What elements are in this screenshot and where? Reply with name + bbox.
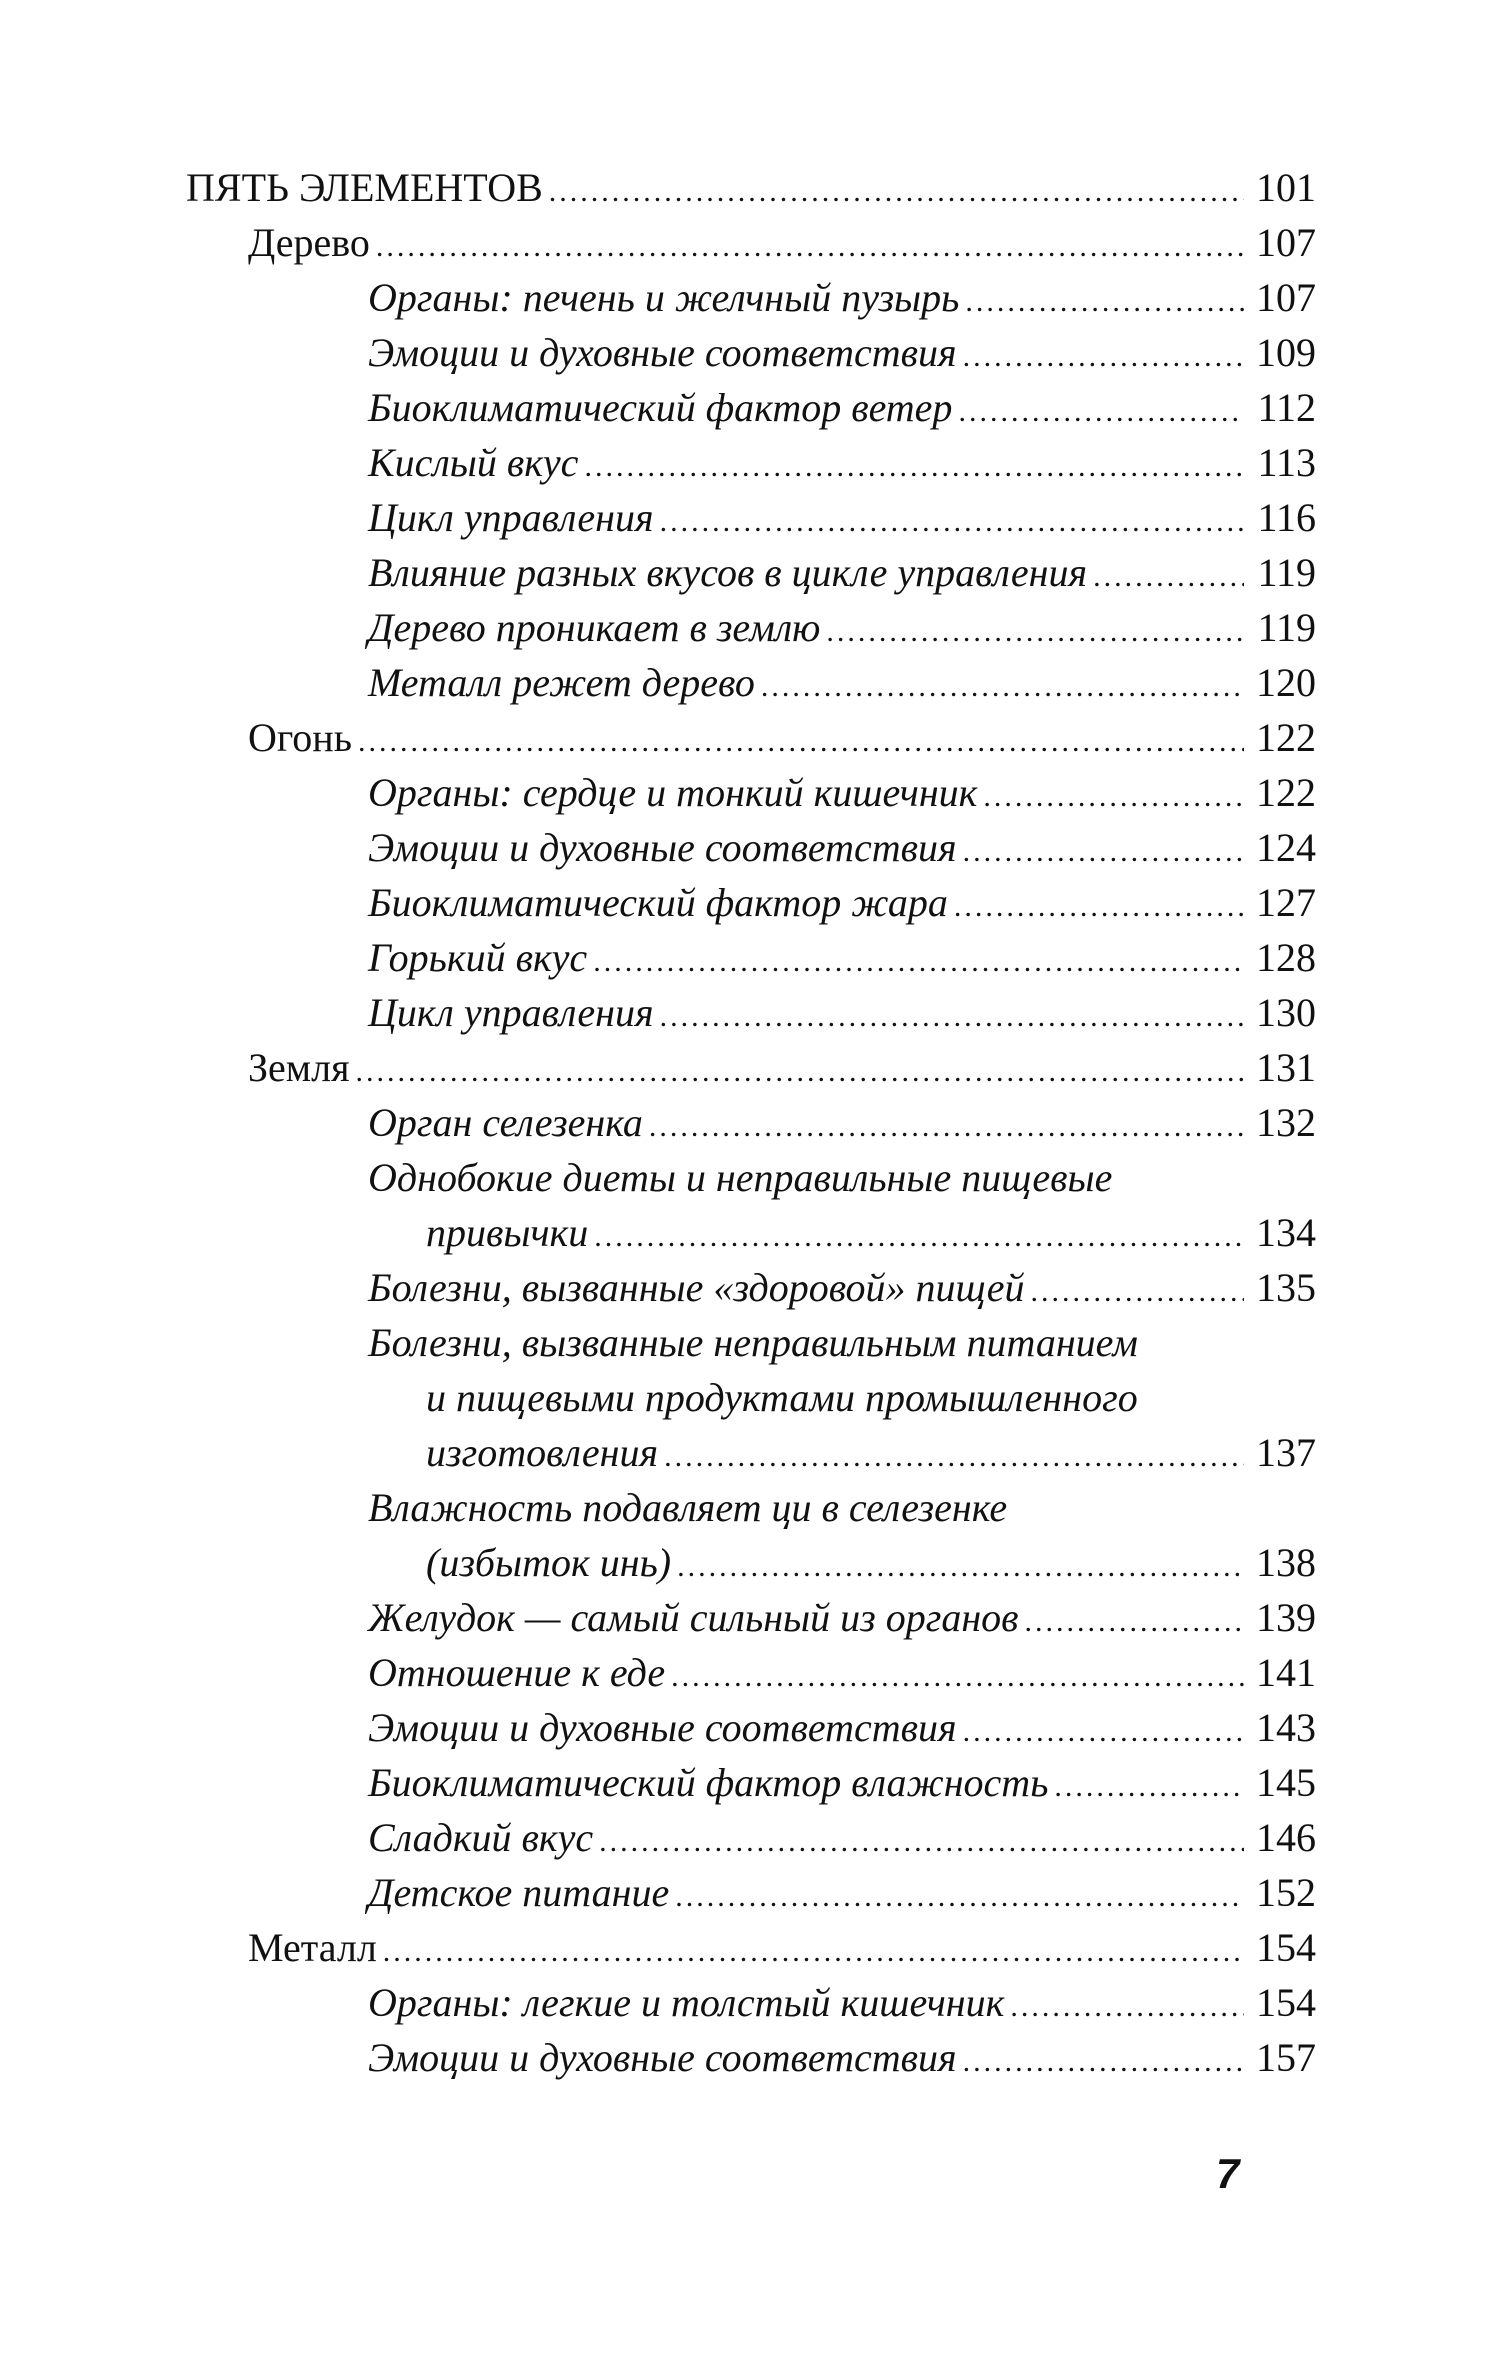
toc-entry-title: Дерево проникает в землю bbox=[368, 605, 821, 650]
dot-leader bbox=[355, 1044, 1244, 1099]
toc-entry-title: Болезни, вызванные «здоровой» пищей bbox=[368, 1265, 1025, 1310]
toc-entry-page: 128 bbox=[1256, 935, 1316, 980]
dot-leader bbox=[1010, 1979, 1244, 2034]
dot-leader bbox=[1054, 1759, 1244, 1814]
toc-entry bbox=[186, 1975, 1316, 2030]
dot-leader bbox=[954, 879, 1244, 934]
dot-leader bbox=[664, 1429, 1244, 1484]
dot-leader bbox=[983, 769, 1244, 824]
toc-entry-title: Эмоции и духовные соответствия bbox=[368, 330, 957, 375]
toc-entry-page: 131 bbox=[1256, 1045, 1316, 1090]
dot-leader bbox=[761, 659, 1244, 714]
dot-leader bbox=[593, 934, 1244, 989]
toc-entry-page: 135 bbox=[1256, 1265, 1316, 1310]
toc-entry bbox=[186, 1920, 1316, 1975]
toc-entry-title: Органы: сердце и тонкий кишечник bbox=[368, 770, 978, 815]
toc-entry-page: 101 bbox=[1256, 165, 1316, 210]
toc-entry-page: 119 bbox=[1257, 605, 1316, 650]
toc-entry-title: Цикл управления bbox=[368, 990, 654, 1035]
toc-entry bbox=[186, 1370, 1316, 1425]
page-number: 7 bbox=[1216, 2150, 1240, 2197]
toc-entry-page: 138 bbox=[1256, 1540, 1316, 1585]
toc-entry bbox=[186, 545, 1316, 600]
toc-entry-page: 132 bbox=[1256, 1100, 1316, 1145]
toc-entry-title: Отношение к еде bbox=[368, 1650, 666, 1695]
toc-entry-page: 146 bbox=[1256, 1815, 1316, 1860]
toc-entry bbox=[186, 1260, 1316, 1315]
toc-entry-page: 113 bbox=[1257, 440, 1316, 485]
dot-leader bbox=[358, 714, 1244, 769]
toc-entry-page: 122 bbox=[1256, 770, 1316, 815]
toc-entry-page: 116 bbox=[1257, 495, 1316, 540]
toc-entry-page: 137 bbox=[1256, 1430, 1316, 1475]
toc-entry bbox=[186, 1535, 1316, 1590]
dot-leader bbox=[376, 219, 1244, 274]
toc-entry bbox=[186, 1865, 1316, 1920]
toc-entry bbox=[186, 490, 1316, 545]
toc-entry-title: Болезни, вызванные неправильным питанием bbox=[368, 1320, 1138, 1365]
dot-leader bbox=[383, 1924, 1244, 1979]
toc-entry bbox=[186, 1645, 1316, 1700]
toc-entry-page: 152 bbox=[1256, 1870, 1316, 1915]
toc-entry-page: 107 bbox=[1256, 220, 1316, 265]
toc-entry-title: Влияние разных вкусов в цикле управления bbox=[368, 550, 1088, 595]
toc-entry bbox=[186, 600, 1316, 655]
dot-leader bbox=[1030, 1264, 1244, 1319]
toc-entry-page: 145 bbox=[1256, 1760, 1316, 1805]
toc-entry-page: 127 bbox=[1256, 880, 1316, 925]
toc-entry-page: 109 bbox=[1256, 330, 1316, 375]
toc-entry bbox=[186, 1205, 1316, 1260]
dot-leader bbox=[675, 1869, 1244, 1924]
toc-entry-title: Эмоции и духовные соответствия bbox=[368, 825, 957, 870]
toc-entry-page: 112 bbox=[1257, 385, 1316, 430]
toc-entry-title: Влажность подавляет ци в селезенке bbox=[368, 1485, 1008, 1530]
toc-entry-page: 124 bbox=[1256, 825, 1316, 870]
toc-entry-page: 154 bbox=[1256, 1980, 1316, 2025]
toc-entry bbox=[186, 215, 1316, 270]
toc-entry bbox=[186, 160, 1316, 215]
toc-entry-title: ПЯТЬ ЭЛЕМЕНТОВ bbox=[186, 165, 543, 210]
toc-entry bbox=[186, 325, 1316, 380]
dot-leader bbox=[963, 2034, 1244, 2089]
toc-entry-title: Биоклиматический фактор ветер bbox=[368, 385, 953, 430]
toc-entry-title: (избыток инь) bbox=[426, 1540, 672, 1585]
toc-entry bbox=[186, 270, 1316, 325]
toc-entry-page: 157 bbox=[1256, 2035, 1316, 2080]
toc-entry-title: Желудок — самый сильный из органов bbox=[368, 1595, 1019, 1640]
dot-leader bbox=[826, 604, 1244, 659]
toc-entry-title: Детское питание bbox=[368, 1870, 670, 1915]
toc-entry bbox=[186, 1040, 1316, 1095]
toc-entry bbox=[186, 380, 1316, 435]
dot-leader bbox=[958, 384, 1244, 439]
dot-leader bbox=[660, 494, 1244, 549]
toc-entry bbox=[186, 1700, 1316, 1755]
toc-entry-title: Кислый вкус bbox=[368, 440, 579, 485]
toc-entry bbox=[186, 1095, 1316, 1150]
toc-entry-title: Органы: легкие и толстый кишечник bbox=[368, 1980, 1005, 2025]
dot-leader bbox=[963, 824, 1244, 879]
toc-entry-page: 122 bbox=[1256, 715, 1316, 760]
toc-entry-title: Металл режет дерево bbox=[368, 660, 755, 705]
toc-entry-title: и пищевыми продуктами промышленного bbox=[426, 1375, 1138, 1420]
toc-entry bbox=[186, 1810, 1316, 1865]
toc-entry-title: Металл bbox=[248, 1925, 377, 1970]
toc-entry bbox=[186, 1150, 1316, 1205]
toc-entry bbox=[186, 1315, 1316, 1370]
toc-entry bbox=[186, 765, 1316, 820]
toc-entry-title: Цикл управления bbox=[368, 495, 654, 540]
toc-entry bbox=[186, 655, 1316, 710]
toc-entry-page: 107 bbox=[1256, 275, 1316, 320]
toc-entry-title: Сладкий вкус bbox=[368, 1815, 594, 1860]
toc-entry-page: 134 bbox=[1256, 1210, 1316, 1255]
toc-entry bbox=[186, 820, 1316, 875]
dot-leader bbox=[963, 1704, 1244, 1759]
toc-entry-page: 139 bbox=[1256, 1595, 1316, 1640]
dot-leader bbox=[549, 164, 1244, 219]
toc-entry bbox=[186, 2030, 1316, 2085]
toc-entry bbox=[186, 1425, 1316, 1480]
toc-entry-title: Эмоции и духовные соответствия bbox=[368, 1705, 957, 1750]
dot-leader bbox=[599, 1814, 1244, 1869]
dot-leader bbox=[649, 1099, 1244, 1154]
toc-entry-page: 143 bbox=[1256, 1705, 1316, 1750]
toc-entry-page: 154 bbox=[1256, 1925, 1316, 1970]
table-of-contents bbox=[186, 160, 1316, 2085]
dot-leader bbox=[671, 1649, 1244, 1704]
dot-leader bbox=[660, 989, 1244, 1044]
toc-entry-title: Огонь bbox=[248, 715, 352, 760]
dot-leader bbox=[677, 1539, 1244, 1594]
toc-entry-title: Земля bbox=[248, 1045, 350, 1090]
dot-leader bbox=[963, 329, 1244, 384]
dot-leader bbox=[594, 1209, 1244, 1264]
dot-leader bbox=[965, 274, 1244, 329]
dot-leader bbox=[1025, 1594, 1244, 1649]
toc-entry-title: изготовления bbox=[426, 1430, 659, 1475]
toc-entry bbox=[186, 710, 1316, 765]
toc-entry-page: 119 bbox=[1257, 550, 1316, 595]
toc-entry bbox=[186, 985, 1316, 1040]
toc-entry-title: Органы: печень и желчный пузырь bbox=[368, 275, 960, 320]
toc-entry-title: Орган селезенка bbox=[368, 1100, 643, 1145]
toc-entry-page: 141 bbox=[1256, 1650, 1316, 1695]
toc-entry-title: Однобокие диеты и неправильные пищевые bbox=[368, 1155, 1113, 1200]
toc-entry-title: Эмоции и духовные соответствия bbox=[368, 2035, 957, 2080]
toc-entry bbox=[186, 875, 1316, 930]
toc-entry-title: Биоклиматический фактор влажность bbox=[368, 1760, 1049, 1805]
toc-entry bbox=[186, 1590, 1316, 1645]
dot-leader bbox=[584, 439, 1244, 494]
toc-entry bbox=[186, 1755, 1316, 1810]
toc-entry-title: привычки bbox=[426, 1210, 589, 1255]
toc-entry-page: 120 bbox=[1256, 660, 1316, 705]
toc-entry-title: Дерево bbox=[248, 220, 370, 265]
toc-entry bbox=[186, 930, 1316, 985]
toc-entry-page: 130 bbox=[1256, 990, 1316, 1035]
dot-leader bbox=[1093, 549, 1244, 604]
toc-entry bbox=[186, 435, 1316, 490]
toc-entry-title: Горький вкус bbox=[368, 935, 588, 980]
toc-entry bbox=[186, 1480, 1316, 1535]
toc-entry-title: Биоклиматический фактор жара bbox=[368, 880, 948, 925]
